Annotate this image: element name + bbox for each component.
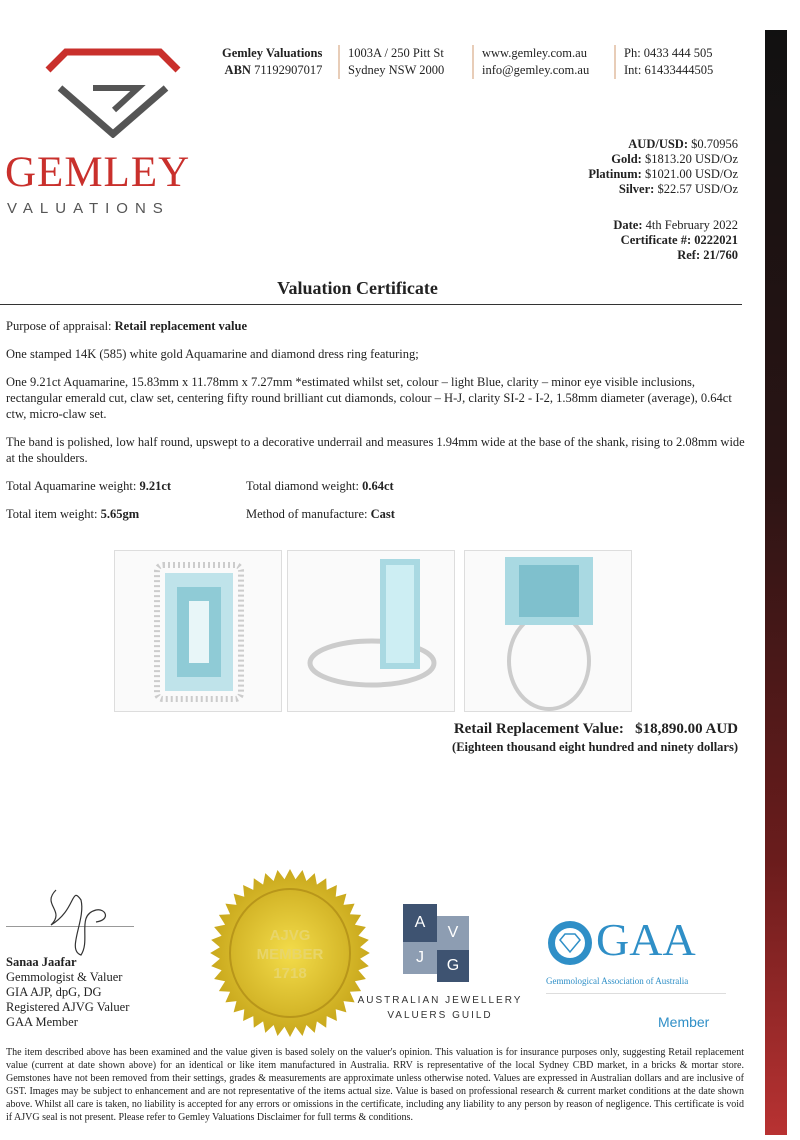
method-label: Method of manufacture:: [246, 507, 368, 521]
gaa-divider: [546, 993, 726, 994]
value-words: (Eighteen thousand eight hundred and ninety dollars): [452, 740, 738, 754]
value-label: Retail Replacement Value:: [453, 721, 624, 737]
ajvg-logo-icon: [403, 904, 473, 984]
diamond-weight-label: Total diamond weight:: [246, 479, 359, 493]
valuer-registration: Registered AJVG Valuer: [6, 1000, 130, 1014]
header-phone: [614, 45, 721, 79]
description: [6, 318, 746, 534]
aud-label: AUD/USD:: [628, 137, 688, 151]
intl-phone: Int: 61433444505: [624, 63, 714, 77]
purpose-label: Purpose of appraisal:: [6, 319, 112, 333]
header-web: [472, 45, 597, 79]
platinum-value: $1021.00 USD/Oz: [644, 167, 738, 181]
seal-text-3: 1718: [273, 965, 307, 982]
date-value: 4th February 2022: [645, 218, 738, 232]
diamond-weight: 0.64ct: [362, 479, 394, 493]
ajvg-a: A: [403, 904, 437, 942]
ring-photo-back: [464, 550, 632, 712]
abn: ABN 71192907017: [224, 63, 323, 77]
ajvg-v: V: [437, 916, 469, 950]
logo-subtitle: VALUATIONS: [7, 200, 170, 217]
website-link[interactable]: www.gemley.com.au: [482, 46, 587, 60]
item-weight-label: Total item weight:: [6, 507, 98, 521]
seal-text-2: MEMBER: [256, 946, 324, 963]
valuer-role: Gemmologist & Valuer: [6, 970, 123, 984]
cert-value: 0222021: [694, 233, 738, 247]
aud-value: $0.70956: [691, 137, 738, 151]
ref-value: 21/760: [703, 248, 738, 262]
valuer-name: Sanaa Jaafar: [6, 955, 77, 969]
ajvg-name: [340, 993, 540, 1023]
cert-label: Certificate #:: [620, 233, 692, 247]
disclaimer: The item described above has been examined and the value given is based solely on the valuer's opinion. This valuation is for insurance purposes only, suggesting Retail replacement value (current at date shown above) for an identical or like item manufactured in Australia. RRV is representative of the local Sydney CBD market, in a bricks & mortar store. Gemstones have not been removed from their settings, grades & measurements are approximate unless otherwise noted. Values are expressed in Australian dollars and are inclusive of GST. Images may be subject to enhancement and are not representative of the items actual size. Value is based on professional research & current market conditions at the date shown above. Whilst all care is taken, no liability is accepted for any errors or omissions in the certificate, including any liability to any person by reason of negligence. This certificate is void if AJVG seal is not present. Please refer to Gemley Valuations Disclaimer for full terms & conditions.: [6, 1047, 744, 1123]
ajvg-line-1: AUSTRALIAN JEWELLERY: [357, 995, 523, 1006]
valuer-gaa: GAA Member: [6, 1015, 78, 1029]
divider: [0, 304, 742, 305]
date-label: Date:: [613, 218, 643, 232]
gaa-full-name: Gemmological Association of Australia: [546, 976, 689, 986]
retail-value: [452, 720, 738, 756]
address-line-1: 1003A / 250 Pitt St: [348, 46, 444, 60]
value-amount: $18,890.00 AUD: [635, 721, 738, 737]
seal-text-1: AJVG: [269, 927, 311, 944]
method-value: Cast: [370, 507, 395, 521]
signature: [36, 880, 116, 965]
silver-value: $22.57 USD/Oz: [657, 182, 738, 196]
gold-label: Gold:: [611, 152, 642, 166]
certificate-meta: [613, 218, 738, 263]
ring-photo-front: [114, 550, 282, 712]
gaa-name: GAA: [596, 914, 696, 965]
stone-description: One 9.21ct Aquamarine, 15.83mm x 11.78mm x 7.27mm *estimated whilst set, colour – light Blue, clarity – minor eye visible inclusions, rectangular emerald cut, claw set, centering fifty round brilliant cut diamonds, colour – H-J, clarity SI-2 - I-2, 1.58mm diameter (average), 0.64ct ctw, micro-claw set.: [6, 375, 732, 421]
decorative-side-bar: [765, 30, 787, 1135]
valuer-quals: GIA AJP, dpG, DG: [6, 985, 102, 999]
platinum-label: Platinum:: [588, 167, 642, 181]
item-summary: One stamped 14K (585) white gold Aquamarine and diamond dress ring featuring;: [6, 347, 419, 361]
gemley-logo-icon: [38, 48, 188, 143]
header-company: [214, 45, 330, 79]
phone: Ph: 0433 444 505: [624, 46, 713, 60]
page-title: Valuation Certificate: [277, 278, 438, 298]
header-address: [338, 45, 452, 79]
aqua-weight: 9.21ct: [139, 479, 172, 493]
aqua-weight-label: Total Aquamarine weight:: [6, 479, 137, 493]
gaa-member: Member: [658, 1014, 710, 1030]
ref-label: Ref:: [677, 248, 701, 262]
item-weight: 5.65gm: [100, 507, 140, 521]
gaa-diamond-icon: [545, 918, 595, 973]
purpose-value: Retail replacement value: [114, 319, 248, 333]
address-line-2: Sydney NSW 2000: [348, 63, 445, 77]
band-description: The band is polished, low half round, upswept to a decorative underrail and measures 1.94mm wide at the base of the shank, rising to 2.08mm wide at the shoulders.: [6, 435, 745, 465]
silver-label: Silver:: [618, 182, 655, 196]
logo-name: GEMLEY: [5, 149, 191, 196]
ring-photo-side: [287, 550, 455, 712]
gold-value: $1813.20 USD/Oz: [644, 152, 738, 166]
ajvg-g: G: [437, 950, 469, 982]
ajvg-j: J: [403, 942, 437, 974]
company-name: Gemley Valuations: [222, 46, 323, 60]
ajvg-line-2: VALUERS GUILD: [387, 1010, 493, 1021]
rates-block: [588, 137, 738, 197]
email-link[interactable]: info@gemley.com.au: [482, 63, 590, 77]
valuer-details: [6, 955, 129, 1030]
